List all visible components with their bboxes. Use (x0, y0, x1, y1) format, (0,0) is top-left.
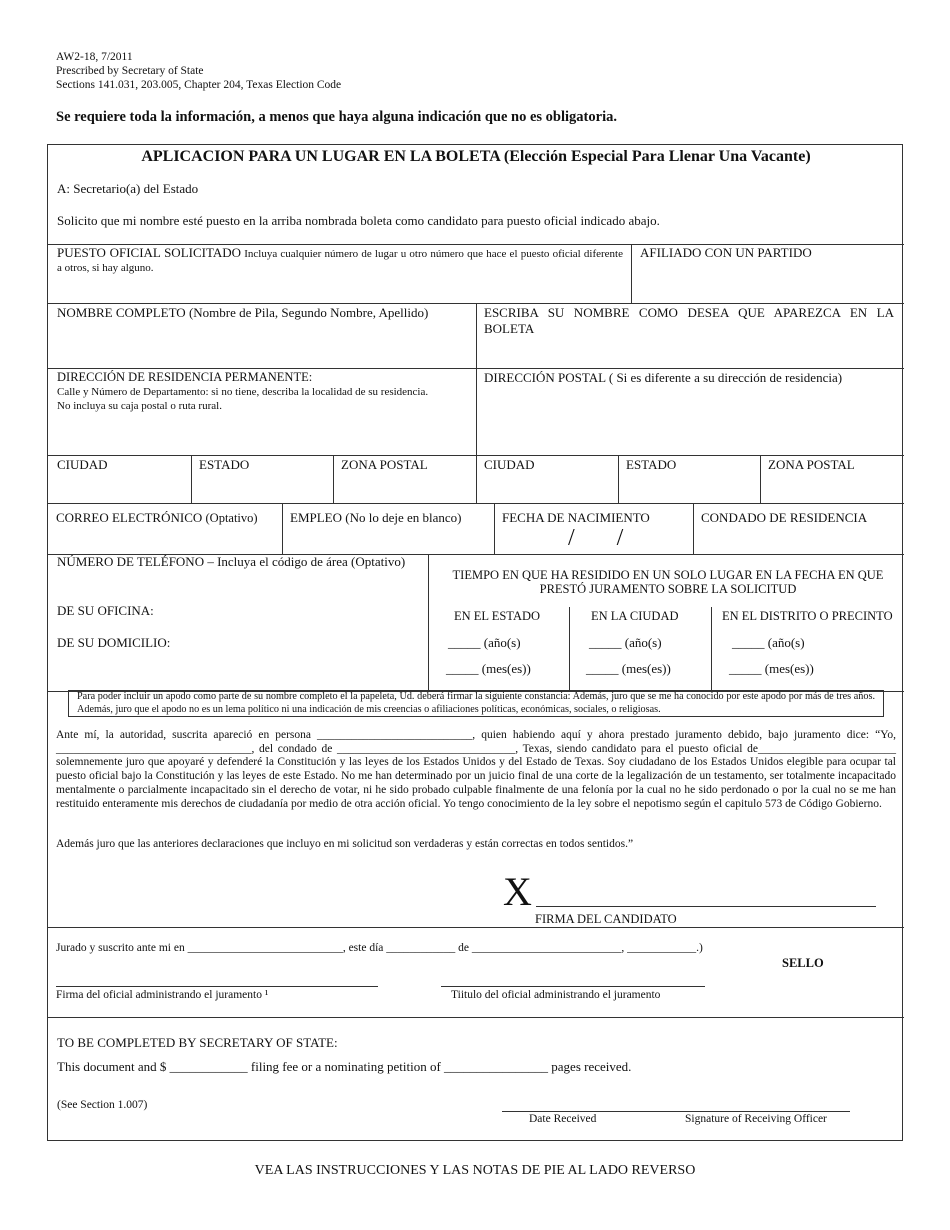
addressee: A: Secretario(a) del Estado (57, 181, 199, 196)
state-years-field[interactable]: _____ (año(s) (448, 635, 521, 650)
city-label: CIUDAD (57, 457, 108, 472)
home-phone-field[interactable] (57, 635, 170, 651)
oath-text-2: Además juro que las anteriores declaraciones que incluyo en mi solicitud son verdaderas y están correctas en todos sentidos.” (56, 838, 634, 850)
in-state-label: EN EL ESTADO (454, 609, 541, 623)
party-label: AFILIADO CON UN PARTIDO (640, 245, 812, 260)
official-title-line[interactable] (441, 986, 705, 987)
full-name-label: NOMBRE COMPLETO (Nombre de Pila, Segundo Nombre, Apellido) (57, 305, 429, 320)
receiving-officer-label: Signature of Receiving Officer (685, 1113, 827, 1125)
office-sought-field[interactable] (57, 246, 623, 275)
footer-note: VEA LAS INSTRUCCIONES Y LAS NOTAS DE PIE AL LADO REVERSO (254, 1163, 696, 1178)
request-statement: Solicito que mi nombre esté puesto en la arriba nombrada boleta como candidato para puesto oficial indicado abajo. (57, 213, 660, 228)
zip-label: ZONA POSTAL (768, 457, 855, 472)
email-field[interactable] (56, 510, 258, 526)
mailing-zip-field[interactable] (768, 457, 855, 473)
state-label: ESTADO (199, 457, 250, 472)
party-field[interactable] (640, 245, 812, 261)
sos-received: This document and $ ____________ filing fee or a nominating petition of ________________ pages received. (57, 1059, 632, 1074)
nickname-notice: Para poder incluir un apodo como parte de su nombre completo el la papeleta, Ud. deberá firmar la siguiente constancia: Además, juro que se me ha conocido por este apodo por más de tres años. Además, juro que el apodo no es un lema político ni una indicación de mis creencias o afiliaciones políticas, económicas, sociales, o religiosas. (68, 690, 884, 717)
email-optional: (Optativo) (205, 511, 258, 525)
residence-label: DIRECCIÓN DE RESIDENCIA PERMANENTE: (57, 370, 313, 384)
residency-header: TIEMPO EN QUE HA RESIDIDO EN UN SOLO LUGAR EN LA FECHA EN QUE PRESTÓ JURAMENTO SOBRE LA SOLICITUD (452, 568, 884, 596)
mailing-state-field[interactable] (626, 457, 676, 473)
residence-zip-field[interactable] (341, 457, 428, 473)
email-label: CORREO ELECTRÓNICO (56, 510, 203, 525)
state-label: ESTADO (626, 457, 677, 472)
candidate-signature-line[interactable] (536, 906, 876, 907)
office-sought-label: PUESTO OFICIAL SOLICITADO (57, 245, 242, 260)
residence-note-1: Calle y Número de Departamento: si no tiene, describa la localidad de su residencia. (57, 386, 429, 398)
form-number: AW2-18, 7/2011 (56, 51, 133, 63)
candidate-signature-label: FIRMA DEL CANDIDATO (535, 912, 677, 926)
dob-field[interactable] (502, 510, 650, 526)
county-label: CONDADO DE RESIDENCIA (701, 510, 868, 525)
oath-text: Ante mí, la autoridad, suscrita apareció en persona ___________________________, quien habiendo aquí y ahora prestado juramento debido, bajo juramento dice: “Yo, __________________________________, del condado de _______________________________, Texas, siendo candidato para el puesto oficial de________________________ solemnemente juro que apoyaré y defenderé la Constitución y las leyes de los Estados Unidos y del Estado de Texas. Soy ciudadano de los Estados Unidos elegible para ocupar tal puesto oficial bajo la Constitución y las leyes de este Estado. No me han determinado por un juicio final de una corte de la legalización de un testamento, ser totalmente incapacitado mentalmente o parcialmente incapacitado sin el derecho de votar, ni he sido probado culpable finalmente de una felonía por la cual no he sido perdonado o por la cual no se me han restituido enteramente mis derechos de ciudadanía por medio de otra acción oficial. Yo tengo conocimiento de la ley sobre el nepotismo según el capitulo 573 de Código Gobierno. (56, 729, 896, 810)
dob-slashes: / / (568, 525, 624, 551)
zip-label: ZONA POSTAL (341, 457, 428, 472)
residence-note-2: No incluya su caja postal o ruta rural. (57, 400, 222, 412)
in-district-label: EN EL DISTRITO O PRECINTO (722, 609, 893, 623)
official-title-label: Tiitulo del oficial administrando el juramento (451, 989, 661, 1001)
form-title: APLICACION PARA UN LUGAR EN LA BOLETA (Elección Especial Para Llenar Una Vacante) (141, 148, 811, 165)
office-sought-note: Incluya cualquier número de lugar u otro número que hace el puesto oficial diferente a otros, si hay alguno. (57, 248, 623, 274)
in-city-label: EN LA CIUDAD (591, 609, 679, 623)
state-months-field[interactable]: _____ (mes(es)) (446, 661, 531, 676)
date-received-label: Date Received (529, 1113, 597, 1125)
form-header (56, 50, 341, 92)
residence-city-field[interactable] (57, 457, 108, 473)
city-years-field[interactable]: _____ (año(s) (589, 635, 662, 650)
sworn-text[interactable]: Jurado y suscrito ante mi en ___________________________, este día ____________ de __________________________, ____________.) (56, 942, 703, 954)
ballot-name-label: ESCRIBA SU NOMBRE COMO DESEA QUE APAREZCA EN LA BOLETA (484, 305, 894, 336)
county-field[interactable] (701, 510, 867, 526)
district-months-field[interactable]: _____ (mes(es)) (729, 661, 814, 676)
dob-label: FECHA DE NACIMIENTO (502, 510, 650, 525)
ballot-name-field[interactable] (484, 305, 894, 337)
date-received-line (502, 1111, 850, 1112)
employment-label: EMPLEO (No lo deje en blanco) (290, 510, 462, 525)
city-months-field[interactable]: _____ (mes(es)) (586, 661, 671, 676)
residence-state-field[interactable] (199, 457, 249, 473)
mailing-label: DIRECCIÓN POSTAL ( Si es diferente a su dirección de residencia) (484, 370, 843, 385)
prescribed-line: Prescribed by Secretary of State (56, 65, 204, 77)
required-notice: Se requiere toda la información, a menos que haya alguna indicación que no es obligatoria. (56, 109, 617, 125)
residence-field[interactable] (57, 370, 472, 413)
home-phone-label: DE SU DOMICILIO: (57, 635, 171, 650)
application-form (47, 144, 903, 1141)
official-signature-line[interactable] (56, 986, 378, 987)
mailing-city-field[interactable] (484, 457, 535, 473)
office-phone-field[interactable] (57, 603, 154, 619)
signature-x: X (503, 869, 532, 914)
seal-label: SELLO (782, 956, 824, 970)
see-section: (See Section 1.007) (57, 1099, 148, 1111)
district-years-field[interactable]: _____ (año(s) (732, 635, 805, 650)
employment-field[interactable] (290, 510, 461, 526)
official-signature-label: Firma del oficial administrando el juramento ¹ (56, 989, 269, 1001)
office-phone-label: DE SU OFICINA: (57, 603, 154, 618)
full-name-field[interactable] (57, 305, 428, 321)
sections-line: Sections 141.031, 203.005, Chapter 204, Texas Election Code (56, 79, 342, 91)
phone-label: NÚMERO DE TELÉFONO – Incluya el código de área (Optativo) (57, 554, 406, 569)
mailing-field[interactable] (484, 370, 842, 386)
city-label: CIUDAD (484, 457, 535, 472)
sos-heading: TO BE COMPLETED BY SECRETARY OF STATE: (57, 1035, 338, 1050)
